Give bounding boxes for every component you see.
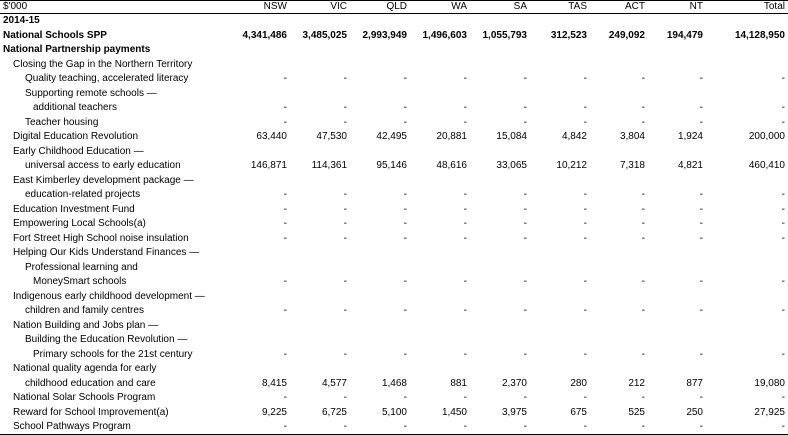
row-label: Digital Education Revolution: [13, 131, 139, 142]
cell-tas: -: [583, 218, 587, 229]
table-row: [0, 406, 788, 421]
row-label: National quality agenda for early: [13, 363, 157, 374]
cell-total: -: [781, 305, 785, 316]
cell-qld: -: [403, 276, 407, 287]
cell-sa: -: [523, 218, 527, 229]
cell-total: -: [781, 348, 785, 360]
row-label: Reward for School Improvement(a): [13, 406, 169, 418]
cell-wa: -: [463, 73, 467, 84]
cell-sa: -: [523, 421, 527, 432]
cell-qld: -: [403, 189, 407, 200]
cell-qld: -: [403, 305, 407, 316]
cell-tas: -: [583, 203, 587, 215]
table-row: [0, 348, 788, 363]
cell-act: -: [641, 116, 645, 128]
cell-nsw: -: [283, 392, 287, 403]
cell-nt: -: [699, 276, 703, 287]
cell-vic: -: [343, 392, 347, 403]
table-row: [0, 14, 788, 29]
table-row: [0, 145, 788, 160]
cell-tas: -: [583, 348, 587, 360]
cell-nsw: -: [283, 276, 287, 287]
cell-vic: 4,577: [321, 377, 347, 389]
cell-nsw: -: [283, 232, 287, 244]
cell-act: -: [641, 421, 645, 432]
cell-nt: -: [699, 421, 703, 432]
cell-act: 7,318: [619, 160, 645, 171]
cell-sa: -: [523, 276, 527, 287]
column-header-act: ACT: [625, 1, 645, 12]
cell-vic: 47,530: [316, 131, 347, 142]
column-header-sa: SA: [513, 1, 527, 12]
cell-nt: -: [699, 305, 703, 316]
cell-tas: -: [583, 189, 587, 200]
cell-nt: 1,924: [677, 131, 703, 142]
table-row: [0, 290, 788, 305]
table-row: [0, 130, 788, 145]
table-row: [0, 159, 788, 174]
cell-tas: -: [583, 73, 587, 84]
cell-nsw: -: [283, 102, 287, 113]
cell-total: -: [781, 232, 785, 244]
row-label: Supporting remote schools —: [25, 87, 157, 99]
cell-sa: -: [523, 305, 527, 316]
cell-nsw: -: [283, 189, 287, 200]
cell-tas: -: [583, 421, 587, 432]
cell-wa: 881: [450, 377, 467, 389]
cell-wa: -: [463, 392, 467, 403]
cell-vic: -: [343, 102, 347, 113]
cell-nt: 877: [686, 377, 703, 389]
column-header-nt: NT: [689, 1, 703, 12]
cell-qld: -: [403, 203, 407, 215]
column-header-tas: TAS: [568, 1, 587, 12]
row-label: Fort Street High School noise insulation: [13, 232, 189, 244]
table-header: [0, 0, 788, 14]
row-label: National Solar Schools Program: [13, 392, 156, 403]
cell-total: -: [781, 276, 785, 287]
table-row: [0, 232, 788, 247]
cell-tas: 280: [570, 377, 587, 389]
table-row: [0, 43, 788, 58]
cell-qld: -: [403, 392, 407, 403]
cell-nt: -: [699, 116, 703, 128]
table-row: [0, 58, 788, 73]
column-header-wa: WA: [451, 1, 467, 12]
cell-sa: -: [523, 102, 527, 113]
cell-nt: -: [699, 189, 703, 200]
row-label: MoneySmart schools: [33, 276, 127, 287]
cell-nt: -: [699, 73, 703, 84]
column-header-nsw: NSW: [263, 1, 287, 12]
cell-sa: -: [523, 116, 527, 128]
cell-act: -: [641, 218, 645, 229]
cell-qld: 5,100: [381, 406, 407, 418]
table-row: [0, 333, 788, 348]
cell-vic: -: [343, 189, 347, 200]
row-label: Education Investment Fund: [13, 203, 135, 215]
cell-qld: 2,993,949: [362, 29, 407, 41]
cell-nsw: -: [283, 203, 287, 215]
cell-vic: -: [343, 73, 347, 84]
cell-vic: -: [343, 203, 347, 215]
cell-sa: 3,975: [501, 406, 527, 418]
row-label: Indigenous early childhood development —: [13, 290, 205, 302]
cell-sa: -: [523, 73, 527, 84]
row-label: Primary schools for the 21st century: [33, 348, 193, 360]
cell-vic: -: [343, 305, 347, 316]
table-row: [0, 362, 788, 377]
cell-qld: 95,146: [376, 160, 407, 171]
row-label: education-related projects: [25, 189, 141, 200]
cell-sa: -: [523, 203, 527, 215]
cell-nsw: 63,440: [256, 131, 287, 142]
cell-nt: -: [699, 348, 703, 360]
cell-nsw: -: [283, 348, 287, 360]
cell-vic: -: [343, 348, 347, 360]
row-label: Nation Building and Jobs plan —: [13, 319, 159, 331]
cell-nsw: 8,415: [261, 377, 287, 389]
cell-sa: 15,084: [496, 131, 527, 142]
table-row: [0, 87, 788, 102]
cell-act: -: [641, 276, 645, 287]
table-row: [0, 304, 788, 319]
cell-wa: -: [463, 116, 467, 128]
cell-qld: -: [403, 73, 407, 84]
cell-act: 525: [628, 406, 645, 418]
cell-tas: -: [583, 305, 587, 316]
table-row: [0, 101, 788, 116]
cell-wa: -: [463, 189, 467, 200]
row-label: additional teachers: [33, 102, 117, 113]
table-row: [0, 261, 788, 276]
cell-tas: 675: [570, 406, 587, 418]
row-label: Helping Our Kids Understand Finances —: [13, 247, 200, 258]
cell-nt: -: [699, 203, 703, 215]
row-label: Early Childhood Education —: [13, 145, 144, 157]
cell-act: -: [641, 102, 645, 113]
cell-sa: -: [523, 348, 527, 360]
cell-total: -: [781, 116, 785, 128]
table-row: [0, 188, 788, 203]
table-row: [0, 72, 788, 87]
cell-nsw: 4,341,486: [242, 29, 287, 41]
row-label: Professional learning and: [25, 261, 138, 273]
row-label: School Pathways Program: [13, 421, 131, 432]
row-label: National Schools SPP: [3, 29, 107, 41]
cell-qld: -: [403, 348, 407, 360]
row-label: Teacher housing: [25, 116, 99, 128]
table-row: [0, 319, 788, 334]
cell-total: -: [781, 73, 785, 84]
cell-tas: 4,842: [561, 131, 587, 142]
column-header-vic: VIC: [330, 1, 347, 12]
cell-tas: 10,212: [556, 160, 587, 171]
cell-act: -: [641, 189, 645, 200]
row-label: childhood education and care: [25, 377, 156, 389]
cell-act: -: [641, 73, 645, 84]
cell-vic: 6,725: [321, 406, 347, 418]
cell-nsw: -: [283, 305, 287, 316]
cell-wa: 1,450: [441, 406, 467, 418]
cell-act: 212: [628, 377, 645, 389]
row-label: Empowering Local Schools(a): [13, 218, 146, 229]
cell-vic: -: [343, 276, 347, 287]
table-row: [0, 116, 788, 131]
table-row: [0, 377, 788, 392]
cell-qld: -: [403, 421, 407, 432]
row-label: East Kimberley development package —: [13, 174, 194, 186]
cell-sa: -: [523, 232, 527, 244]
table-row: [0, 275, 788, 290]
cell-wa: -: [463, 348, 467, 360]
cell-qld: 1,468: [381, 377, 407, 389]
cell-tas: -: [583, 232, 587, 244]
cell-wa: -: [463, 421, 467, 432]
table-row: [0, 217, 788, 232]
table-row: [0, 420, 788, 435]
cell-nsw: -: [283, 421, 287, 432]
cell-vic: 114,361: [311, 160, 347, 171]
cell-wa: 20,881: [436, 131, 467, 142]
cell-tas: -: [583, 102, 587, 113]
cell-nt: -: [699, 232, 703, 244]
cell-act: -: [641, 203, 645, 215]
cell-wa: -: [463, 305, 467, 316]
cell-total: 460,410: [748, 160, 785, 171]
cell-act: -: [641, 348, 645, 360]
row-label: 2014-15: [3, 15, 40, 26]
column-header-qld: QLD: [386, 1, 407, 12]
cell-qld: -: [403, 102, 407, 113]
cell-wa: -: [463, 218, 467, 229]
row-label: National Partnership payments: [3, 44, 151, 55]
cell-total: -: [781, 421, 785, 432]
row-label: Building the Education Revolution —: [25, 334, 188, 345]
cell-wa: -: [463, 102, 467, 113]
cell-qld: -: [403, 218, 407, 229]
cell-tas: 312,523: [550, 29, 587, 41]
cell-nt: -: [699, 392, 703, 403]
row-label: children and family centres: [25, 305, 144, 316]
row-label: Quality teaching, accelerated literacy: [25, 73, 189, 84]
cell-nsw: -: [283, 73, 287, 84]
table-row: [0, 391, 788, 406]
cell-sa: -: [523, 189, 527, 200]
cell-act: -: [641, 305, 645, 316]
cell-qld: -: [403, 232, 407, 244]
cell-tas: -: [583, 276, 587, 287]
cell-vic: -: [343, 218, 347, 229]
cell-wa: -: [463, 276, 467, 287]
cell-qld: -: [403, 116, 407, 128]
cell-tas: -: [583, 392, 587, 403]
cell-sa: 2,370: [501, 377, 527, 389]
cell-sa: 1,055,793: [482, 29, 527, 41]
column-header-total: Total: [763, 1, 785, 12]
table-row: [0, 246, 788, 261]
cell-vic: -: [343, 232, 347, 244]
cell-nt: 194,479: [666, 29, 703, 41]
cell-total: -: [781, 189, 785, 200]
cell-wa: 48,616: [436, 160, 467, 171]
cell-vic: 3,485,025: [302, 29, 347, 41]
cell-wa: -: [463, 203, 467, 215]
cell-total: 200,000: [748, 131, 785, 142]
cell-nsw: 146,871: [250, 160, 287, 171]
cell-wa: -: [463, 232, 467, 244]
cell-total: -: [781, 218, 785, 229]
cell-total: 27,925: [754, 406, 785, 418]
cell-act: 3,804: [619, 131, 645, 142]
cell-total: -: [781, 392, 785, 403]
row-label: Closing the Gap in the Northern Territory: [13, 58, 193, 70]
cell-tas: -: [583, 116, 587, 128]
unit-label: $'000: [3, 1, 28, 12]
table-row: [0, 174, 788, 189]
cell-total: 14,128,950: [734, 29, 785, 41]
row-label: universal access to early education: [25, 160, 181, 171]
cell-nt: -: [699, 218, 703, 229]
cell-nsw: -: [283, 218, 287, 229]
cell-act: -: [641, 392, 645, 403]
cell-act: 249,092: [608, 29, 645, 41]
table-row: [0, 29, 788, 44]
cell-vic: -: [343, 421, 347, 432]
cell-nt: 250: [686, 406, 703, 418]
table-row: [0, 203, 788, 218]
cell-nt: -: [699, 102, 703, 113]
cell-sa: 33,065: [496, 160, 527, 171]
cell-nsw: -: [283, 116, 287, 128]
cell-nt: 4,821: [677, 160, 703, 171]
cell-qld: 42,495: [376, 131, 407, 142]
cell-sa: -: [523, 392, 527, 403]
cell-wa: 1,496,603: [422, 29, 467, 41]
cell-total: -: [781, 203, 785, 215]
cell-total: -: [781, 102, 785, 113]
cell-total: 19,080: [754, 377, 785, 389]
cell-nsw: 9,225: [261, 406, 287, 418]
cell-vic: -: [343, 116, 347, 128]
cell-act: -: [641, 232, 645, 244]
